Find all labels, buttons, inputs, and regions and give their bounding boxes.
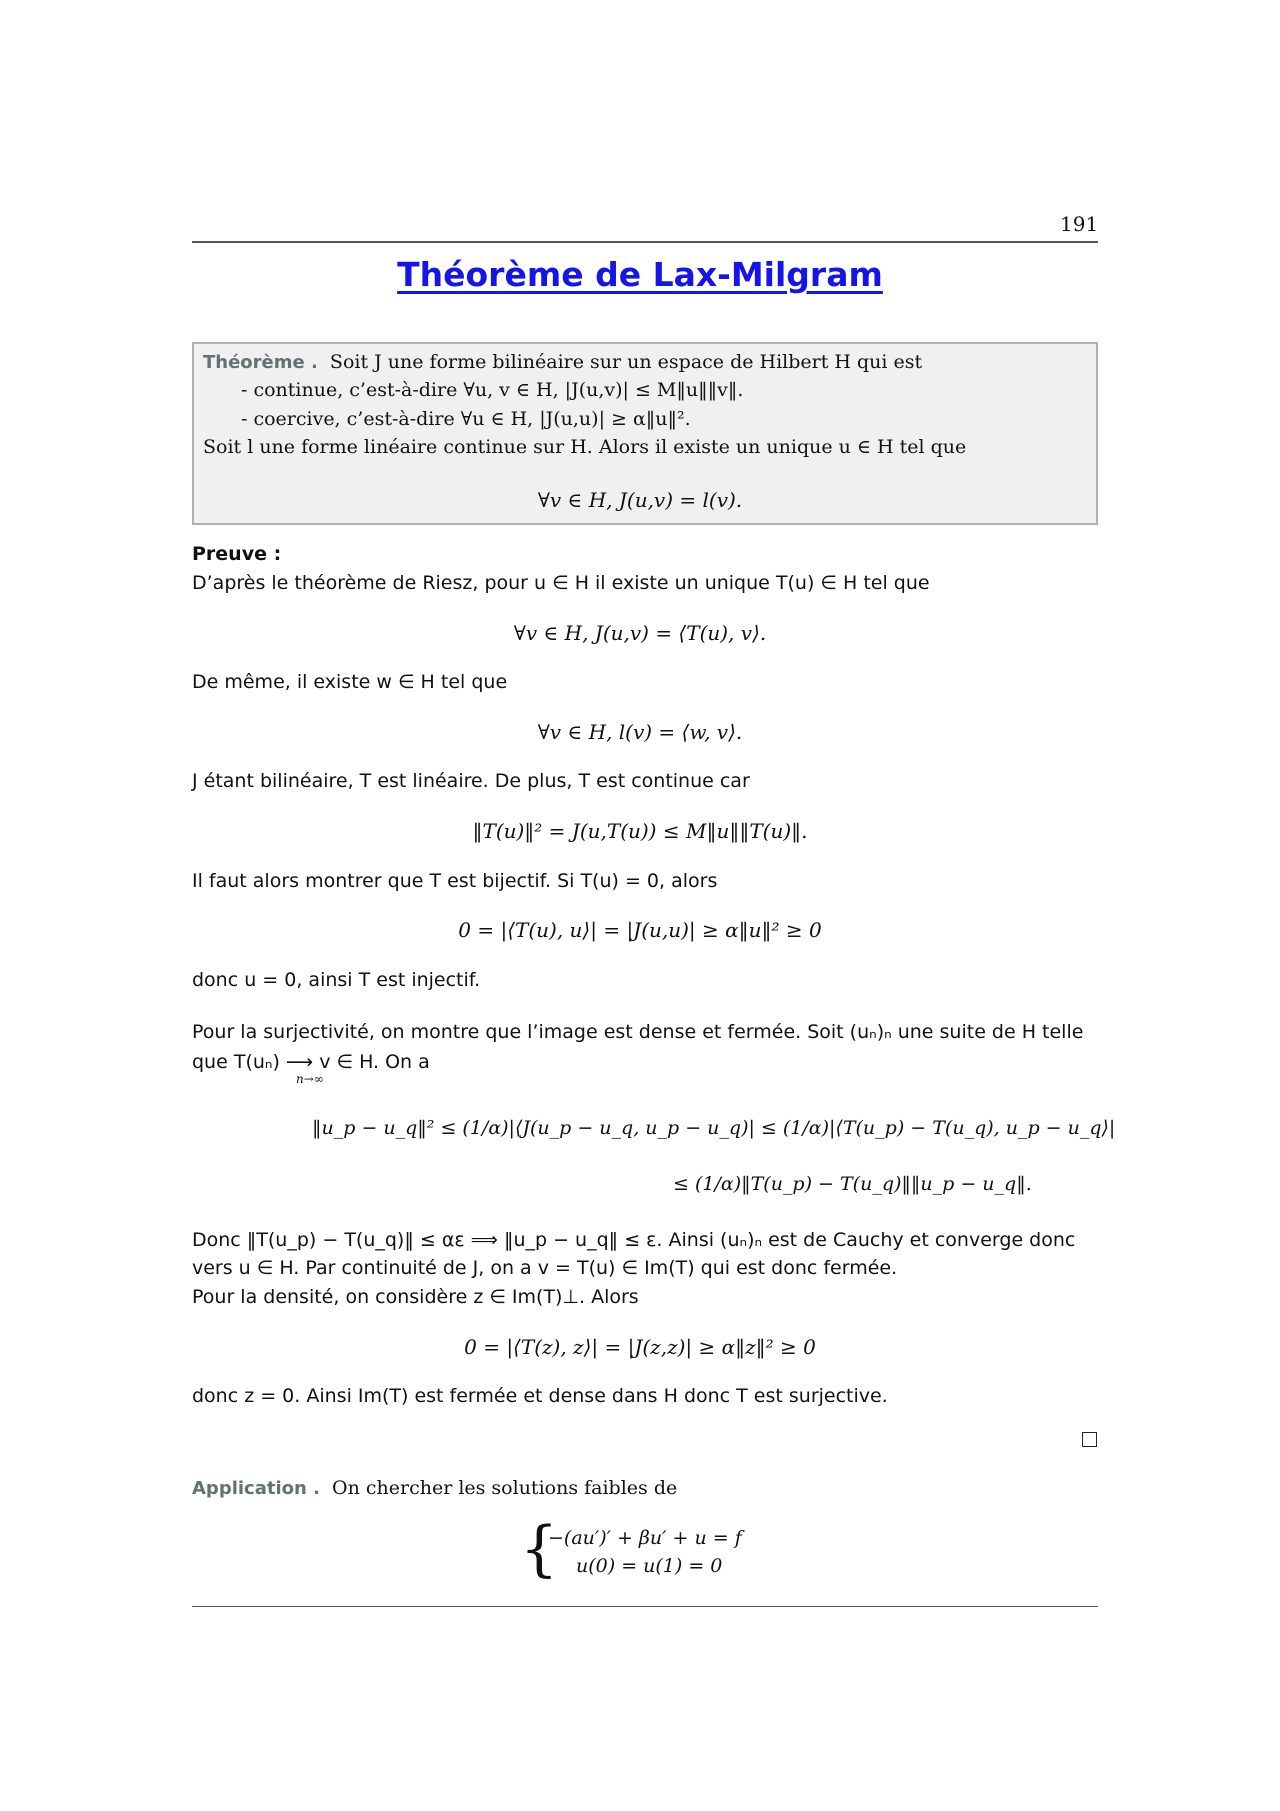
proof-paragraph: Il faut alors montrer que T est bijectif. Si T(u) = 0, alors — [192, 870, 718, 892]
proof-paragraph: De même, il existe w ∈ H tel que — [192, 671, 508, 693]
theorem-line-1 — [203, 351, 922, 373]
equation: 0 = |⟨T(z), z⟩| = |J(z,z)| ≥ α‖z‖² ≥ 0 — [464, 1335, 816, 1359]
equation: ≤ (1/α)‖T(u_p) − T(u_q)‖‖u_p − u_q‖. — [673, 1173, 1032, 1195]
proof-paragraph: donc u = 0, ainsi T est injectif. — [192, 969, 481, 991]
theorem-line-2: - continue, c’est-à-dire ∀u, v ∈ H, |J(u,v)| ≤ M‖u‖‖v‖. — [241, 379, 744, 401]
proof-paragraph: D’après le théorème de Riesz, pour u ∈ H il existe un unique T(u) ∈ H tel que — [192, 572, 930, 594]
left-brace-icon: { — [520, 1514, 559, 1584]
application-text: On chercher les solutions faibles de — [332, 1477, 678, 1499]
equation: ∀v ∈ H, J(u,v) = ⟨T(u), v⟩. — [513, 621, 767, 645]
proof-paragraph: Donc ‖T(u_p) − T(u_q)‖ ≤ αε ⟹ ‖u_p − u_q‖ ≤ ε. Ainsi (uₙ)ₙ est de Cauchy et converge donc — [192, 1229, 1076, 1251]
proof-paragraph: Pour la densité, on considère z ∈ Im(T)⊥. Alors — [192, 1286, 639, 1308]
application-label: Application . — [192, 1478, 320, 1499]
header-rule — [192, 241, 1098, 243]
theorem-label: Théorème . — [203, 352, 318, 373]
equation: ‖u_p − u_q‖² ≤ (1/α)|⟨J(u_p − u_q, u_p − u_q)| ≤ (1/α)|⟨T(u_p) − T(u_q), u_p − u_q⟩| — [312, 1117, 1116, 1139]
page-title[interactable] — [0, 255, 1280, 294]
theorem-text: Soit J une forme bilinéaire sur un espace de Hilbert H qui est — [329, 351, 923, 373]
equation: ∀v ∈ H, l(v) = ⟨w, v⟩. — [537, 720, 743, 744]
qed-square-icon — [1082, 1432, 1097, 1447]
proof-label: Preuve : — [192, 543, 282, 565]
proof-paragraph: donc z = 0. Ainsi Im(T) est fermée et dense dans H donc T est surjective. — [192, 1385, 888, 1407]
system-equation-1: −(au′)′ + βu′ + u = f — [548, 1527, 742, 1549]
theorem-line-4: Soit l une forme linéaire continue sur H. Alors il existe un unique u ∈ H tel que — [203, 436, 967, 458]
page-number: 191 — [1060, 212, 1099, 236]
proof-paragraph: vers u ∈ H. Par continuité de J, on a v = T(u) ∈ Im(T) qui est donc fermée. — [192, 1257, 898, 1279]
limit-subscript: n→∞ — [296, 1072, 324, 1086]
application-line — [192, 1477, 677, 1499]
equation: 0 = |⟨T(u), u⟩| = |J(u,u)| ≥ α‖u‖² ≥ 0 — [458, 918, 822, 942]
title-link[interactable]: Théorème de Lax-Milgram — [397, 255, 883, 294]
system-equation-2: u(0) = u(1) = 0 — [576, 1555, 723, 1577]
proof-paragraph: Pour la surjectivité, on montre que l’image est dense et fermée. Soit (uₙ)ₙ une suite de H telle — [192, 1021, 1084, 1043]
equation: ‖T(u)‖² = J(u,T(u)) ≤ M‖u‖‖T(u)‖. — [472, 819, 808, 843]
footer-rule — [192, 1606, 1098, 1607]
theorem-equation: ∀v ∈ H, J(u,v) = l(v). — [537, 488, 743, 512]
theorem-line-3: - coercive, c’est-à-dire ∀u ∈ H, |J(u,u)| ≥ α‖u‖². — [241, 408, 691, 430]
proof-paragraph: que T(uₙ) ⟶ v ∈ H. On a — [192, 1051, 430, 1073]
proof-paragraph: J étant bilinéaire, T est linéaire. De plus, T est continue car — [192, 770, 750, 792]
